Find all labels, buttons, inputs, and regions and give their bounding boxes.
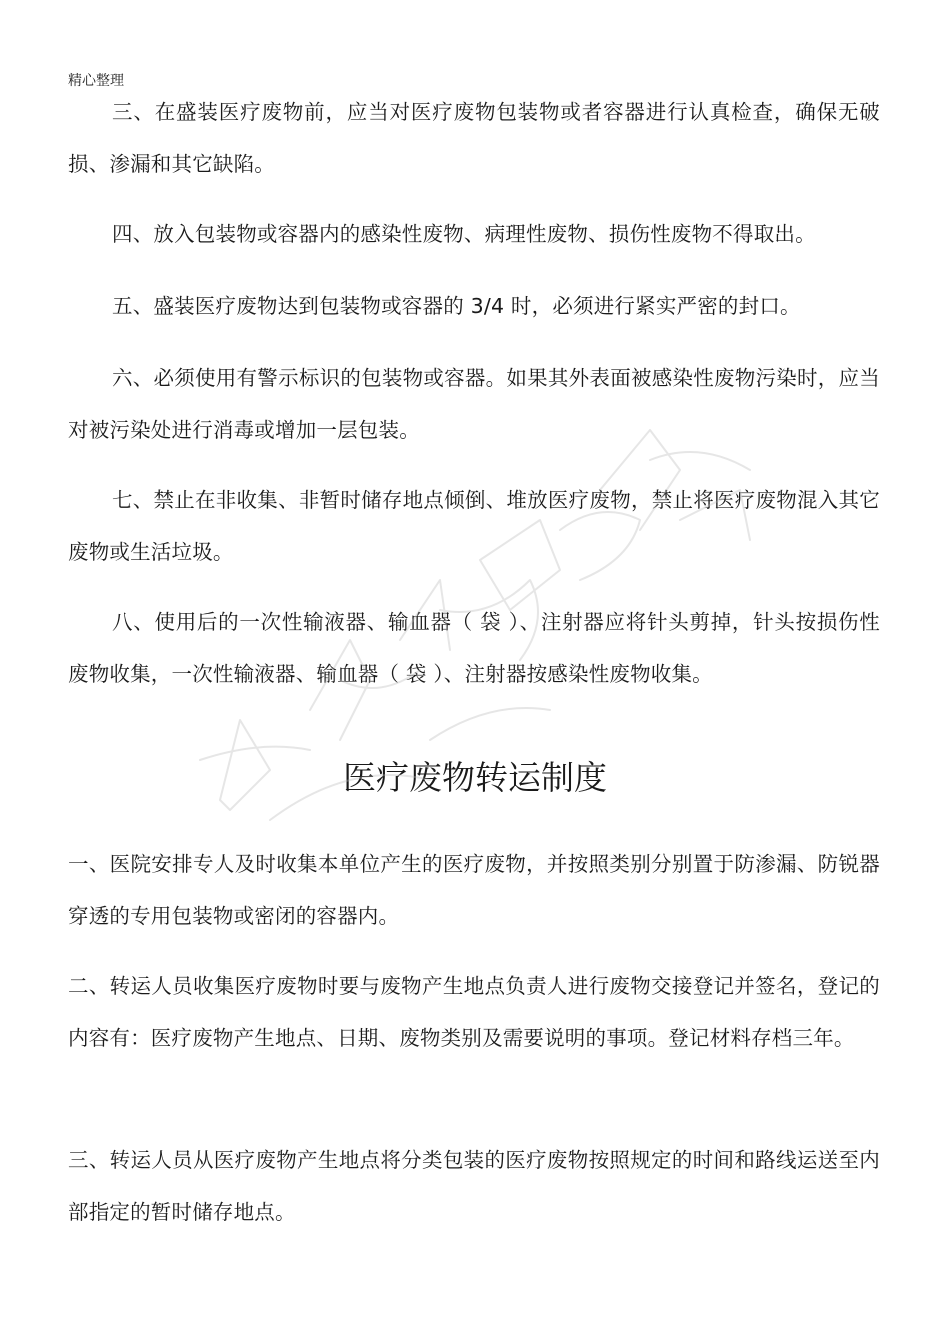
- transfer-rule-1: 一、医院安排专人及时收集本单位产生的医疗废物，并按照类别分别置于防渗漏、防锐器穿透的专用包装物或密闭的容器内。: [68, 852, 880, 928]
- paragraph-5: 五、盛装医疗废物达到包装物或容器的 3/4 时，必须进行紧实严密的封口。: [112, 294, 801, 318]
- paragraph-8: 八、使用后的一次性输液器、输血器（ 袋 ）、注射器应将针头剪掉，针头按损伤性废物收集，一次性输液器、输血器（ 袋 ）、注射器按感染性废物收集。: [68, 610, 880, 686]
- paragraph-3: 三、在盛装医疗废物前，应当对医疗废物包装物或者容器进行认真检查，确保无破损、渗漏和其它缺陷。: [68, 100, 880, 176]
- header-note: 精心整理: [68, 73, 124, 89]
- transfer-rule-2: 二、转运人员收集医疗废物时要与废物产生地点负责人进行废物交接登记并签名，登记的内容有：医疗废物产生地点、日期、废物类别及需要说明的事项。登记材料存档三年。: [68, 974, 880, 1050]
- paragraph-6: 六、必须使用有警示标识的包装物或容器。如果其外表面被感染性废物污染时，应当对被污染处进行消毒或增加一层包装。: [68, 366, 880, 442]
- paragraph-4: 四、放入包装物或容器内的感染性废物、病理性废物、损伤性废物不得取出。: [112, 222, 816, 246]
- section-title: 医疗废物转运制度: [343, 758, 607, 797]
- paragraph-7: 七、禁止在非收集、非暂时储存地点倾倒、堆放医疗废物，禁止将医疗废物混入其它废物或生活垃圾。: [68, 488, 880, 564]
- transfer-rule-3: 三、转运人员从医疗废物产生地点将分类包装的医疗废物按照规定的时间和路线运送至内部指定的暂时储存地点。: [68, 1148, 880, 1224]
